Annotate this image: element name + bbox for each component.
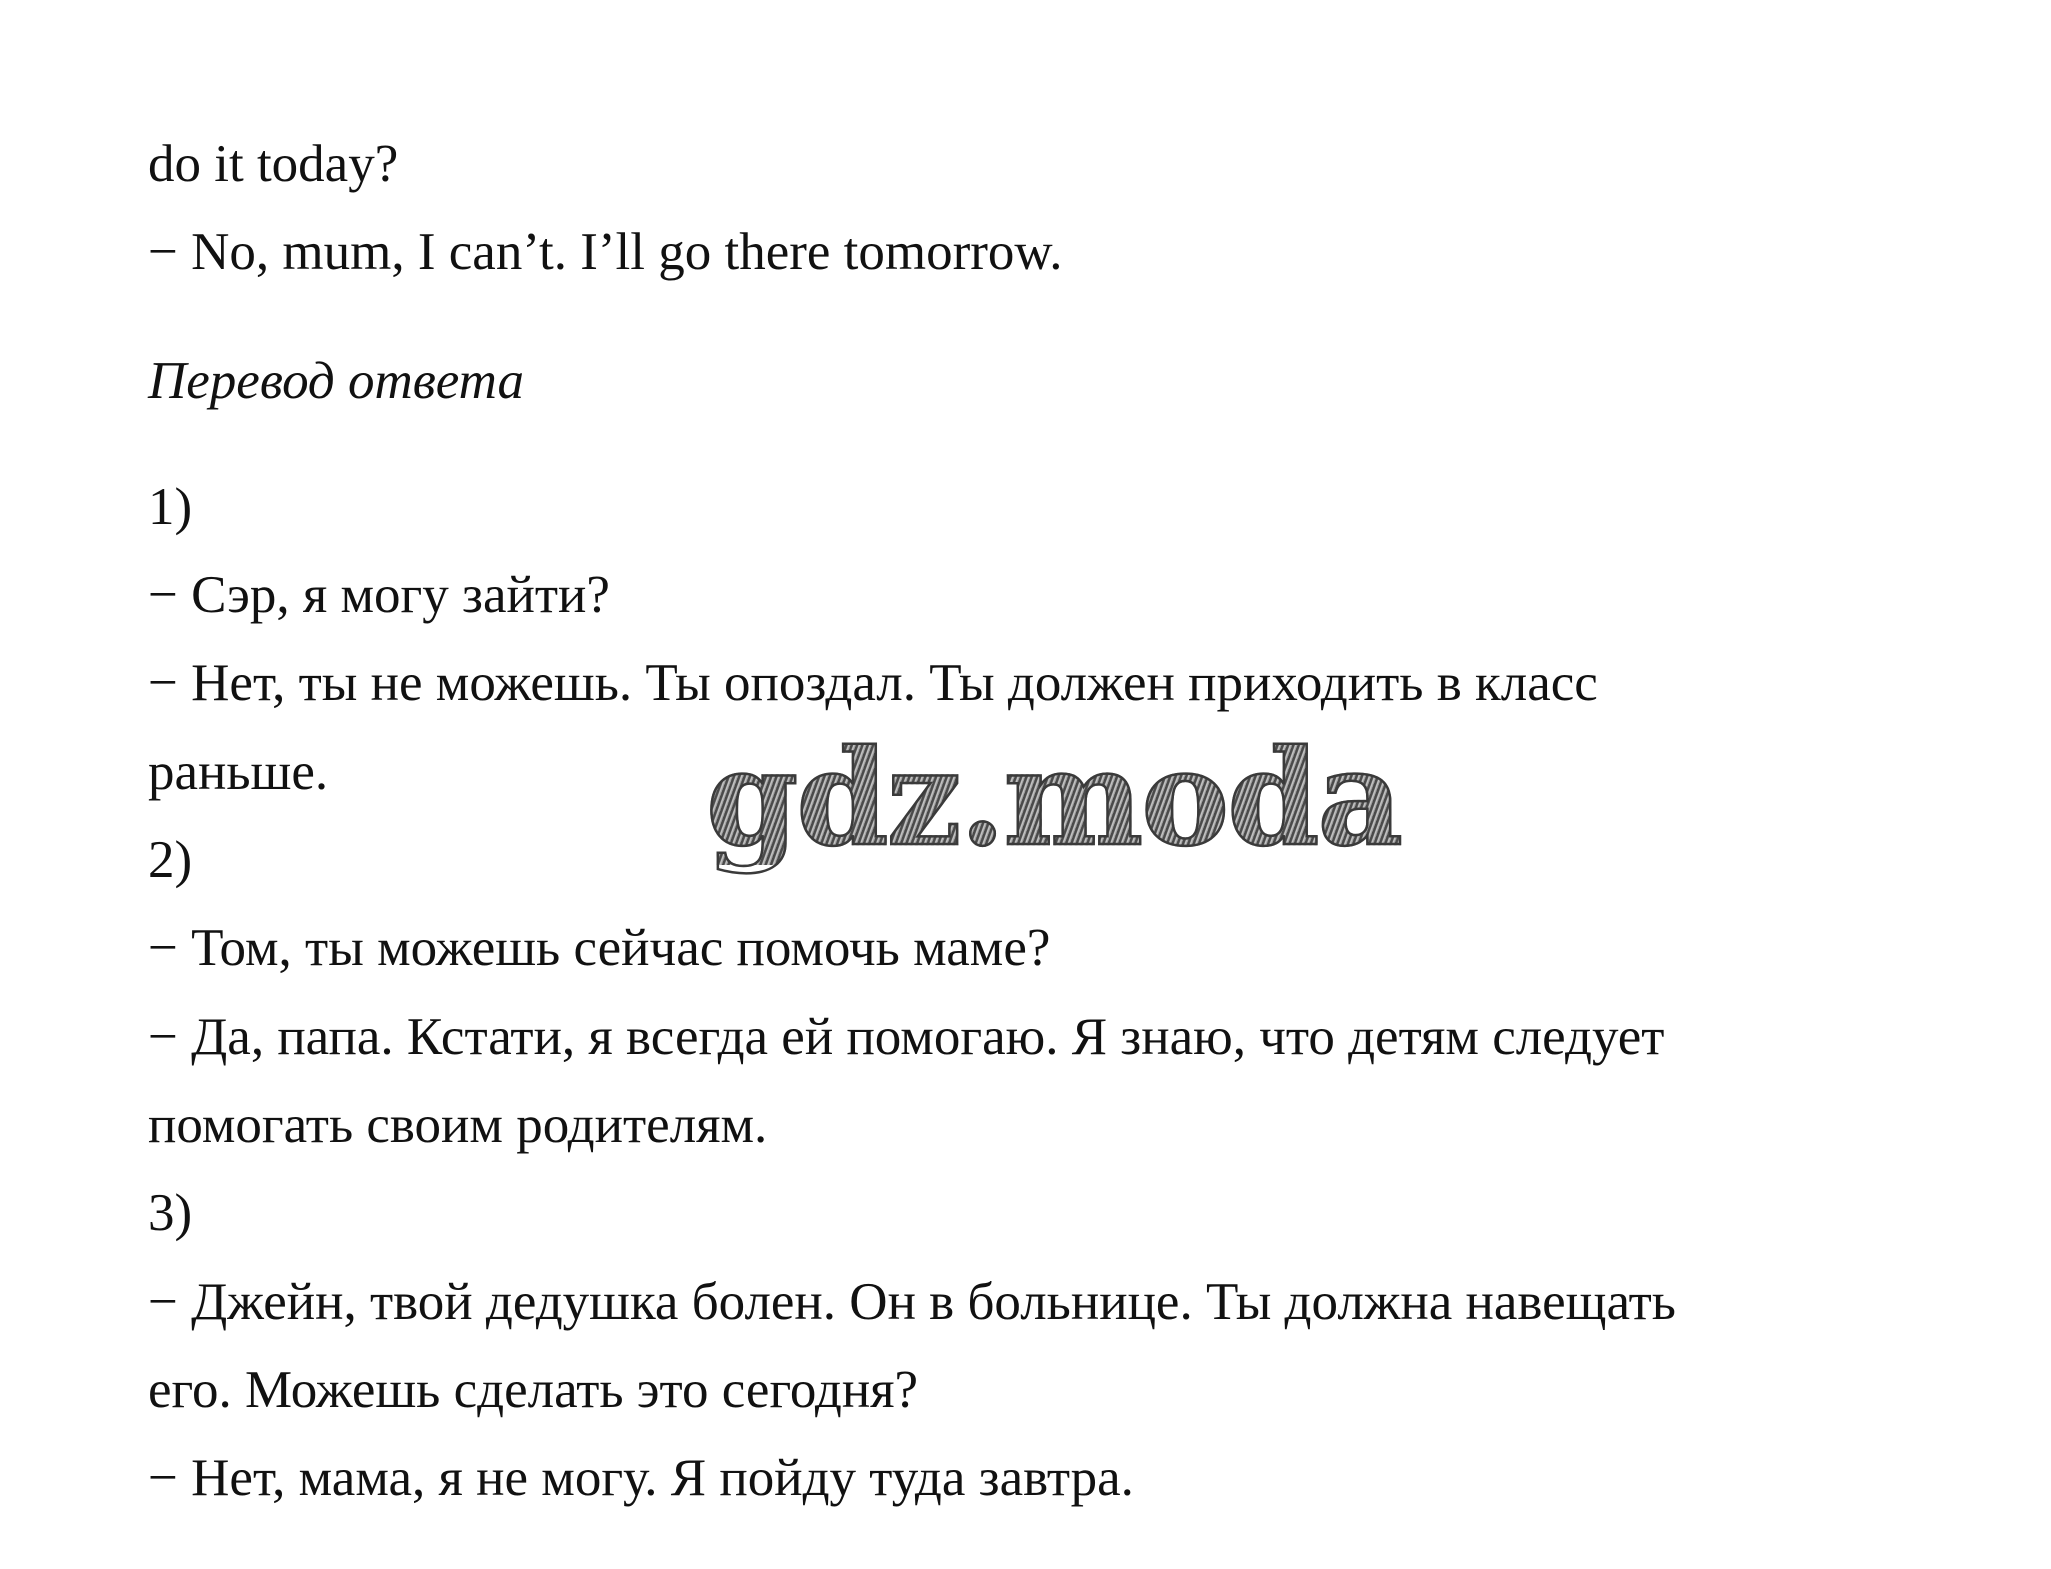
text-line: раньше. bbox=[148, 743, 329, 801]
text-line: do it today? bbox=[148, 135, 399, 193]
item-number: 3) bbox=[148, 1184, 193, 1242]
text-line: − Нет, ты не можешь. Ты опоздал. Ты должен приходить в класс bbox=[148, 654, 1598, 712]
text-line: − No, mum, I can’t. I’ll go there tomorrow. bbox=[148, 223, 1063, 281]
section-heading: Перевод ответа bbox=[148, 352, 525, 410]
text-line: − Том, ты можешь сейчас помочь маме? bbox=[148, 919, 1051, 977]
item-number: 2) bbox=[148, 831, 193, 889]
item-number: 1) bbox=[148, 478, 193, 536]
text-line: − Да, папа. Кстати, я всегда ей помогаю. Я знаю, что детям следует bbox=[148, 1008, 1665, 1066]
text-line: его. Можешь сделать это сегодня? bbox=[148, 1361, 919, 1419]
text-line: − Нет, мама, я не могу. Я пойду туда завтра. bbox=[148, 1449, 1134, 1507]
text-line: − Сэр, я могу зайти? bbox=[148, 566, 610, 624]
text-line: − Джейн, твой дедушка болен. Он в больнице. Ты должна навещать bbox=[148, 1273, 1676, 1331]
text-line: помогать своим родителям. bbox=[148, 1096, 768, 1154]
watermark-logo: gdz.moda bbox=[706, 721, 1402, 876]
